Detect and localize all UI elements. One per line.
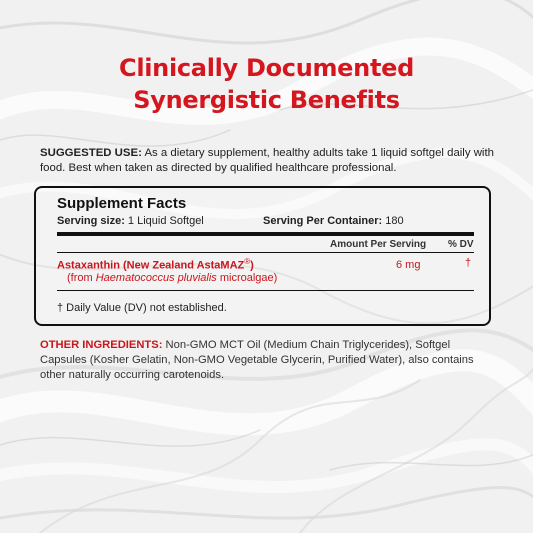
servings-label: Serving Per Container: — [263, 215, 383, 227]
headline-line-2: Synergistic Benefits — [133, 86, 400, 114]
serving-size — [57, 215, 204, 227]
daily-value-footnote: † Daily Value (DV) not established. — [57, 302, 227, 314]
ingredient-name — [57, 257, 254, 272]
supplement-facts-panel — [34, 186, 491, 326]
ingredient-name-text: Astaxanthin (New Zealand AstaMAZ — [57, 259, 245, 272]
thin-divider-bottom — [57, 290, 474, 291]
headline-line-1: Clinically Documented — [119, 54, 414, 82]
ingredient-source-species: Haematococcus pluvialis — [95, 272, 217, 284]
other-ingredients — [40, 338, 496, 383]
serving-size-label: Serving size: — [57, 215, 125, 227]
thick-divider — [57, 232, 474, 236]
other-ingredients-text: Non-GMO MCT Oil (Medium Chain Triglycerides), Softgel Capsules (Kosher Gelatin, Non-GMO Vegetable Glycerin, Purified Water), also contains other naturally occurring carotenoids. — [40, 339, 474, 381]
ingredient-source-close: microalgae) — [216, 272, 278, 284]
servings-value: 180 — [382, 215, 404, 227]
other-ingredients-label: OTHER INGREDIENTS: — [40, 339, 163, 351]
serving-size-value: 1 Liquid Softgel — [124, 215, 204, 227]
supplement-facts-title: Supplement Facts — [57, 195, 187, 212]
registered-mark: ® — [244, 257, 251, 266]
suggested-use — [40, 146, 496, 176]
ingredient-dv: † — [465, 257, 472, 269]
ingredient-source-open: (from — [67, 272, 96, 284]
suggested-use-label: SUGGESTED USE: — [40, 147, 142, 159]
suggested-use-text: As a dietary supplement, healthy adults take 1 liquid softgel daily with food. Best when taken as directed by qualified healthcare professional. — [40, 147, 494, 174]
ingredient-amount: 6 mg — [396, 259, 421, 271]
column-header-amount: Amount Per Serving — [330, 239, 427, 250]
headline — [0, 52, 533, 116]
servings-per-container — [263, 215, 404, 227]
thin-divider-top — [57, 252, 474, 253]
ingredient-source — [67, 272, 277, 284]
ingredient-name-close: ) — [250, 259, 254, 272]
column-header-dv: % DV — [448, 239, 474, 250]
